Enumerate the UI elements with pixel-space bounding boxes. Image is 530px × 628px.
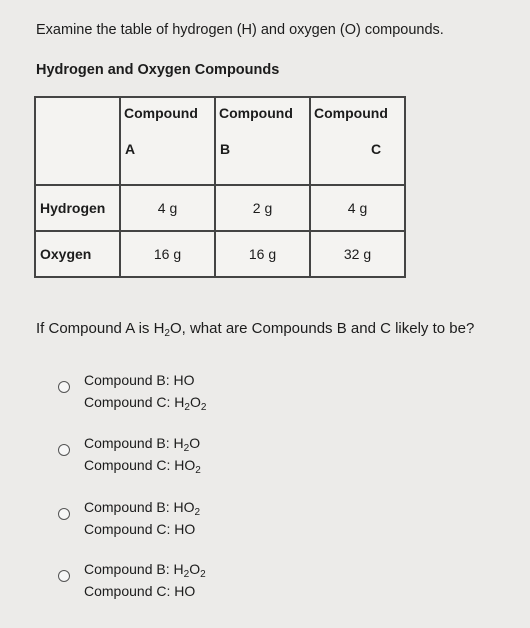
compounds-table: [34, 96, 406, 278]
option-compound-c: Compound C: HO: [84, 583, 196, 599]
option-compound-b: Compound B: $H_2O_2$: [84, 561, 206, 580]
question-text: If Compound A is $H_2O$, what are Compounds B and C likely to be?: [36, 320, 475, 339]
answer-option-3[interactable]: [58, 496, 358, 542]
header-compound-a: Compound A: [120, 97, 215, 185]
answer-option-1[interactable]: [58, 369, 358, 415]
radio-button[interactable]: [58, 381, 70, 393]
option-label: [84, 496, 200, 540]
cell-oxygen-a: 16 g: [120, 231, 215, 277]
option-compound-c: Compound C: $HO_2$: [84, 457, 201, 476]
option-compound-b: Compound B: $H_2O$: [84, 435, 201, 454]
cell-hydrogen-a: 4 g: [120, 185, 215, 231]
option-compound-c: Compound C: $H_2O_2$: [84, 394, 207, 413]
radio-button[interactable]: [58, 508, 70, 520]
table-corner-cell: [35, 97, 120, 185]
table-row-oxygen: [35, 231, 405, 277]
option-compound-c: Compound C: HO: [84, 521, 196, 537]
option-label: [84, 369, 206, 413]
row-label-oxygen: Oxygen: [35, 231, 120, 277]
cell-oxygen-c: 32 g: [310, 231, 405, 277]
header-compound-c: Compound C: [310, 97, 405, 185]
answer-option-4[interactable]: [58, 558, 358, 604]
cell-hydrogen-b: 2 g: [215, 185, 310, 231]
cell-hydrogen-c: 4 g: [310, 185, 405, 231]
instruction-text: Examine the table of hydrogen (H) and oxygen (O) compounds.: [36, 22, 444, 38]
cell-oxygen-b: 16 g: [215, 231, 310, 277]
row-label-hydrogen: Hydrogen: [35, 185, 120, 231]
table-title: Hydrogen and Oxygen Compounds: [36, 62, 280, 78]
radio-button[interactable]: [58, 444, 70, 456]
option-compound-b: Compound B: $HO_2$: [84, 499, 201, 518]
option-label: [84, 558, 206, 602]
option-label: [84, 432, 201, 476]
table-row-hydrogen: [35, 185, 405, 231]
option-compound-b: Compound B: HO: [84, 372, 195, 388]
answer-option-2[interactable]: [58, 432, 358, 478]
header-compound-b: Compound B: [215, 97, 310, 185]
radio-button[interactable]: [58, 570, 70, 582]
